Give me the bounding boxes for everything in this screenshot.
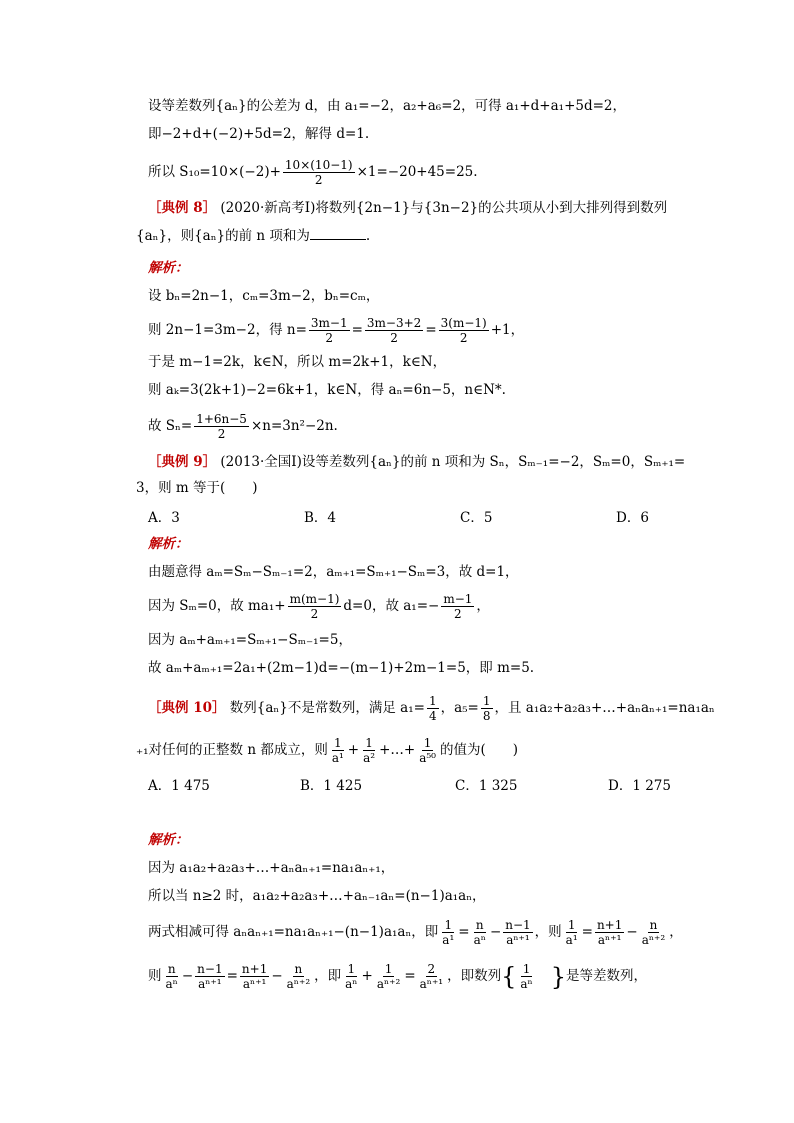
text: 于是 m−1=2k，k∈N，所以 m=2k+1，k∈N， — [148, 354, 447, 370]
denominator: aⁿ — [165, 977, 178, 991]
text: 故 aₘ+aₘ₊₁=2a₁+(2m−1)d=−(m−1)+2m−1=5，即 m=5. — [148, 660, 535, 676]
text: 则 aₖ=3(2k+1)−2=6k+1，k∈N，得 aₙ=6n−5，n∈N*. — [148, 382, 506, 398]
text: 是等差数列， — [566, 968, 648, 984]
denominator: aⁿ⁺² — [376, 977, 401, 991]
numerator: 2 — [427, 962, 436, 976]
text-line — [148, 124, 369, 144]
text-line — [136, 478, 258, 498]
numerator: 1 — [423, 736, 432, 750]
text-line — [148, 352, 446, 372]
fraction — [194, 412, 249, 441]
numerator: m−1 — [443, 592, 473, 606]
text-line — [148, 562, 519, 582]
text: = — [458, 924, 470, 940]
text-line — [148, 592, 490, 621]
denominator: aⁿ⁺¹ — [242, 977, 267, 991]
option-a: A．1 475 — [148, 778, 210, 794]
text: = — [425, 322, 437, 338]
text: ₊₁对任何的正整数 n 都成立，则 — [136, 742, 328, 758]
text-line — [148, 286, 379, 306]
fraction — [441, 592, 474, 621]
denominator: a¹ — [442, 933, 455, 947]
denominator: 2 — [217, 427, 226, 441]
text: ， — [476, 598, 490, 614]
numerator: 1 — [365, 736, 373, 750]
text-line — [148, 380, 506, 400]
text: 的值为( ) — [439, 742, 519, 758]
text: ，a₅= — [440, 700, 479, 716]
text: = — [226, 968, 238, 984]
option-a: A．3 — [148, 510, 180, 526]
text: = — [581, 924, 593, 940]
numerator: 1 — [444, 918, 453, 932]
text-line — [136, 226, 370, 246]
numerator: 10×(10−1) — [284, 158, 353, 172]
text: − — [181, 968, 194, 984]
fraction — [330, 736, 346, 765]
text-line — [148, 962, 647, 991]
answer-blank — [310, 227, 366, 240]
numerator: m(m−1) — [289, 592, 340, 606]
numerator: 3m−3+2 — [366, 316, 422, 330]
solution-label — [148, 830, 189, 850]
denominator: 2 — [390, 331, 398, 345]
text: 则 — [148, 968, 162, 984]
text: 设 bₙ=2n−1，cₘ=3m−2，bₙ=cₘ， — [148, 288, 380, 304]
text: 两式相减可得 aₙaₙ₊₁=na₁aₙ₊₁−(n−1)a₁aₙ，即 — [148, 924, 439, 940]
text: − — [489, 924, 502, 940]
fraction — [365, 316, 423, 345]
text-line — [148, 96, 626, 116]
numerator: n — [475, 918, 484, 932]
fraction — [439, 316, 489, 345]
example-tag: ［典例 10］ — [148, 700, 226, 716]
text: − — [271, 968, 283, 984]
numerator: 1 — [522, 962, 531, 976]
solution-heading: 解析： — [148, 260, 189, 276]
fraction — [288, 592, 342, 621]
text: + — [361, 968, 373, 984]
numerator: 3(m−1) — [440, 316, 487, 330]
brace-right: } — [550, 962, 567, 991]
fraction — [309, 316, 350, 345]
option-c: C．5 — [460, 510, 493, 526]
denominator: aⁿ⁺² — [641, 933, 666, 947]
solution-heading: 解析： — [148, 832, 189, 848]
text: 因为 aₘ+aₘ₊₁=Sₘ₊₁−Sₘ₋₁=5， — [148, 632, 352, 648]
denominator: aⁿ — [520, 977, 533, 991]
denominator: a¹ — [331, 751, 344, 765]
numerator: 1 — [428, 694, 437, 708]
numerator: n−1 — [197, 962, 223, 976]
numerator: n — [649, 918, 658, 932]
text: = — [351, 322, 363, 338]
numerator: 3m−1 — [310, 316, 348, 330]
denominator: a¹ — [565, 933, 578, 947]
numerator: n−1 — [505, 918, 531, 932]
fraction — [418, 962, 446, 991]
text: 设等差数列{aₙ}的公差为 d，由 a₁=−2，a₂+a₆=2，可得 a₁+d+a₁+5d=2， — [148, 98, 627, 114]
numerator: 1 — [567, 918, 576, 932]
numerator: 1+6n−5 — [196, 412, 247, 426]
denominator: aⁿ⁺¹ — [419, 977, 444, 991]
fraction — [518, 962, 534, 991]
fraction — [164, 962, 180, 991]
fraction — [375, 962, 403, 991]
fraction — [503, 918, 532, 947]
fraction — [361, 736, 377, 765]
text: 3，则 m 等于( ) — [136, 480, 258, 496]
denominator: 4 — [428, 709, 437, 723]
option-c: C．1 325 — [455, 778, 518, 794]
text: (2013·全国Ⅰ)设等差数列{aₙ}的前 n 项和为 Sₙ，Sₘ₋₁=−2，Sₘ=0，Sₘ₊₁= — [220, 454, 686, 470]
denominator: aⁿ⁺¹ — [506, 933, 530, 947]
fraction — [240, 962, 269, 991]
text: + — [347, 742, 360, 758]
text: +1， — [490, 322, 525, 338]
denominator: aⁿ⁺¹ — [597, 933, 622, 947]
numerator: 1 — [384, 962, 393, 976]
text: 故 Sₙ= — [148, 418, 193, 434]
text: ，即 — [314, 968, 342, 984]
denominator: 2 — [454, 607, 462, 621]
text-line — [148, 658, 534, 678]
text: (2020·新高考Ⅰ)将数列{2n−1}与{3n−2}的公共项从小到大排列得到数列 — [220, 200, 668, 216]
numerator: n — [167, 962, 176, 976]
text: 所以 S₁₀=10×(−2)+ — [148, 164, 281, 180]
denominator: aⁿ⁺¹ — [198, 977, 222, 991]
text-line — [148, 158, 478, 187]
fraction — [343, 962, 359, 991]
option-d: D．6 — [616, 510, 649, 526]
example-tag: ［典例 9］ — [148, 454, 217, 470]
denominator: aⁿ⁺² — [286, 977, 311, 991]
text: 则 2n−1=3m−2，得 n= — [148, 322, 307, 338]
example-10-stem — [148, 694, 715, 723]
text: 由题意得 aₘ=Sₘ−Sₘ₋₁=2，aₘ₊₁=Sₘ₊₁−Sₘ=3，故 d=1， — [148, 564, 519, 580]
example-8-stem — [148, 198, 667, 218]
option-b: B．4 — [304, 510, 337, 526]
text: 即−2+d+(−2)+5d=2，解得 d=1. — [148, 126, 370, 142]
denominator: 2 — [310, 607, 319, 621]
text-line — [148, 630, 352, 650]
text: 数列{aₙ}不是常数列，满足 a₁= — [229, 700, 425, 716]
numerator: 1 — [333, 736, 342, 750]
text: ，且 a₁a₂+a₂a₃+…+aₙaₙ₊₁=na₁aₙ — [494, 700, 715, 716]
text-line — [148, 918, 683, 947]
text: 因为 Sₘ=0，故 ma₁+ — [148, 598, 286, 614]
text-line — [148, 316, 524, 345]
text: ，即数列 — [447, 968, 502, 984]
numerator: 1 — [347, 962, 356, 976]
text: ×n=3n²−2n. — [250, 418, 338, 434]
solution-heading: 解析： — [148, 536, 189, 552]
option-d: D．1 275 — [608, 778, 671, 794]
denominator: 2 — [325, 331, 334, 345]
text: d=0，故 a₁=− — [343, 598, 440, 614]
fraction — [285, 962, 313, 991]
fraction — [440, 918, 456, 947]
text: ， — [669, 924, 683, 940]
text: = — [404, 968, 416, 984]
fraction — [472, 918, 488, 947]
text-line — [148, 886, 486, 906]
example-9-stem — [148, 452, 685, 472]
fraction — [564, 918, 580, 947]
text: 因为 a₁a₂+a₂a₃+…+aₙaₙ₊₁=na₁aₙ₊₁， — [148, 860, 395, 876]
option-b: B．1 425 — [300, 778, 363, 794]
denominator: 8 — [482, 709, 491, 723]
numerator: n+1 — [596, 918, 623, 932]
example-tag: ［典例 8］ — [148, 200, 217, 216]
numerator: 1 — [482, 694, 491, 708]
text: {aₙ}，则{aₙ}的前 n 项和为 — [136, 228, 310, 244]
text: 所以当 n≥2 时，a₁a₂+a₂a₃+…+aₙ₋₁aₙ=(n−1)a₁aₙ， — [148, 888, 486, 904]
fraction — [283, 158, 355, 187]
numerator: n — [294, 962, 303, 976]
fraction — [640, 918, 668, 947]
text: +…+ — [379, 742, 416, 758]
denominator: 2 — [314, 173, 323, 187]
numerator: n+1 — [241, 962, 268, 976]
brace-left: { — [501, 962, 517, 991]
solution-label — [148, 258, 189, 278]
text-line — [148, 412, 338, 441]
text: ，则 — [534, 924, 562, 940]
denominator: aⁿ — [473, 933, 486, 947]
fraction — [595, 918, 624, 947]
fraction — [195, 962, 224, 991]
solution-label — [148, 534, 189, 554]
denominator: 2 — [459, 331, 468, 345]
text-line — [148, 858, 394, 878]
text: . — [365, 228, 371, 244]
text: − — [626, 924, 638, 940]
fraction — [427, 694, 439, 723]
fraction — [417, 736, 438, 765]
text: ×1=−20+45=25. — [356, 164, 478, 180]
denominator: a² — [363, 751, 376, 765]
text-line — [136, 736, 518, 765]
fraction — [481, 694, 493, 723]
denominator: a⁵⁰ — [419, 751, 436, 765]
denominator: aⁿ — [345, 977, 358, 991]
